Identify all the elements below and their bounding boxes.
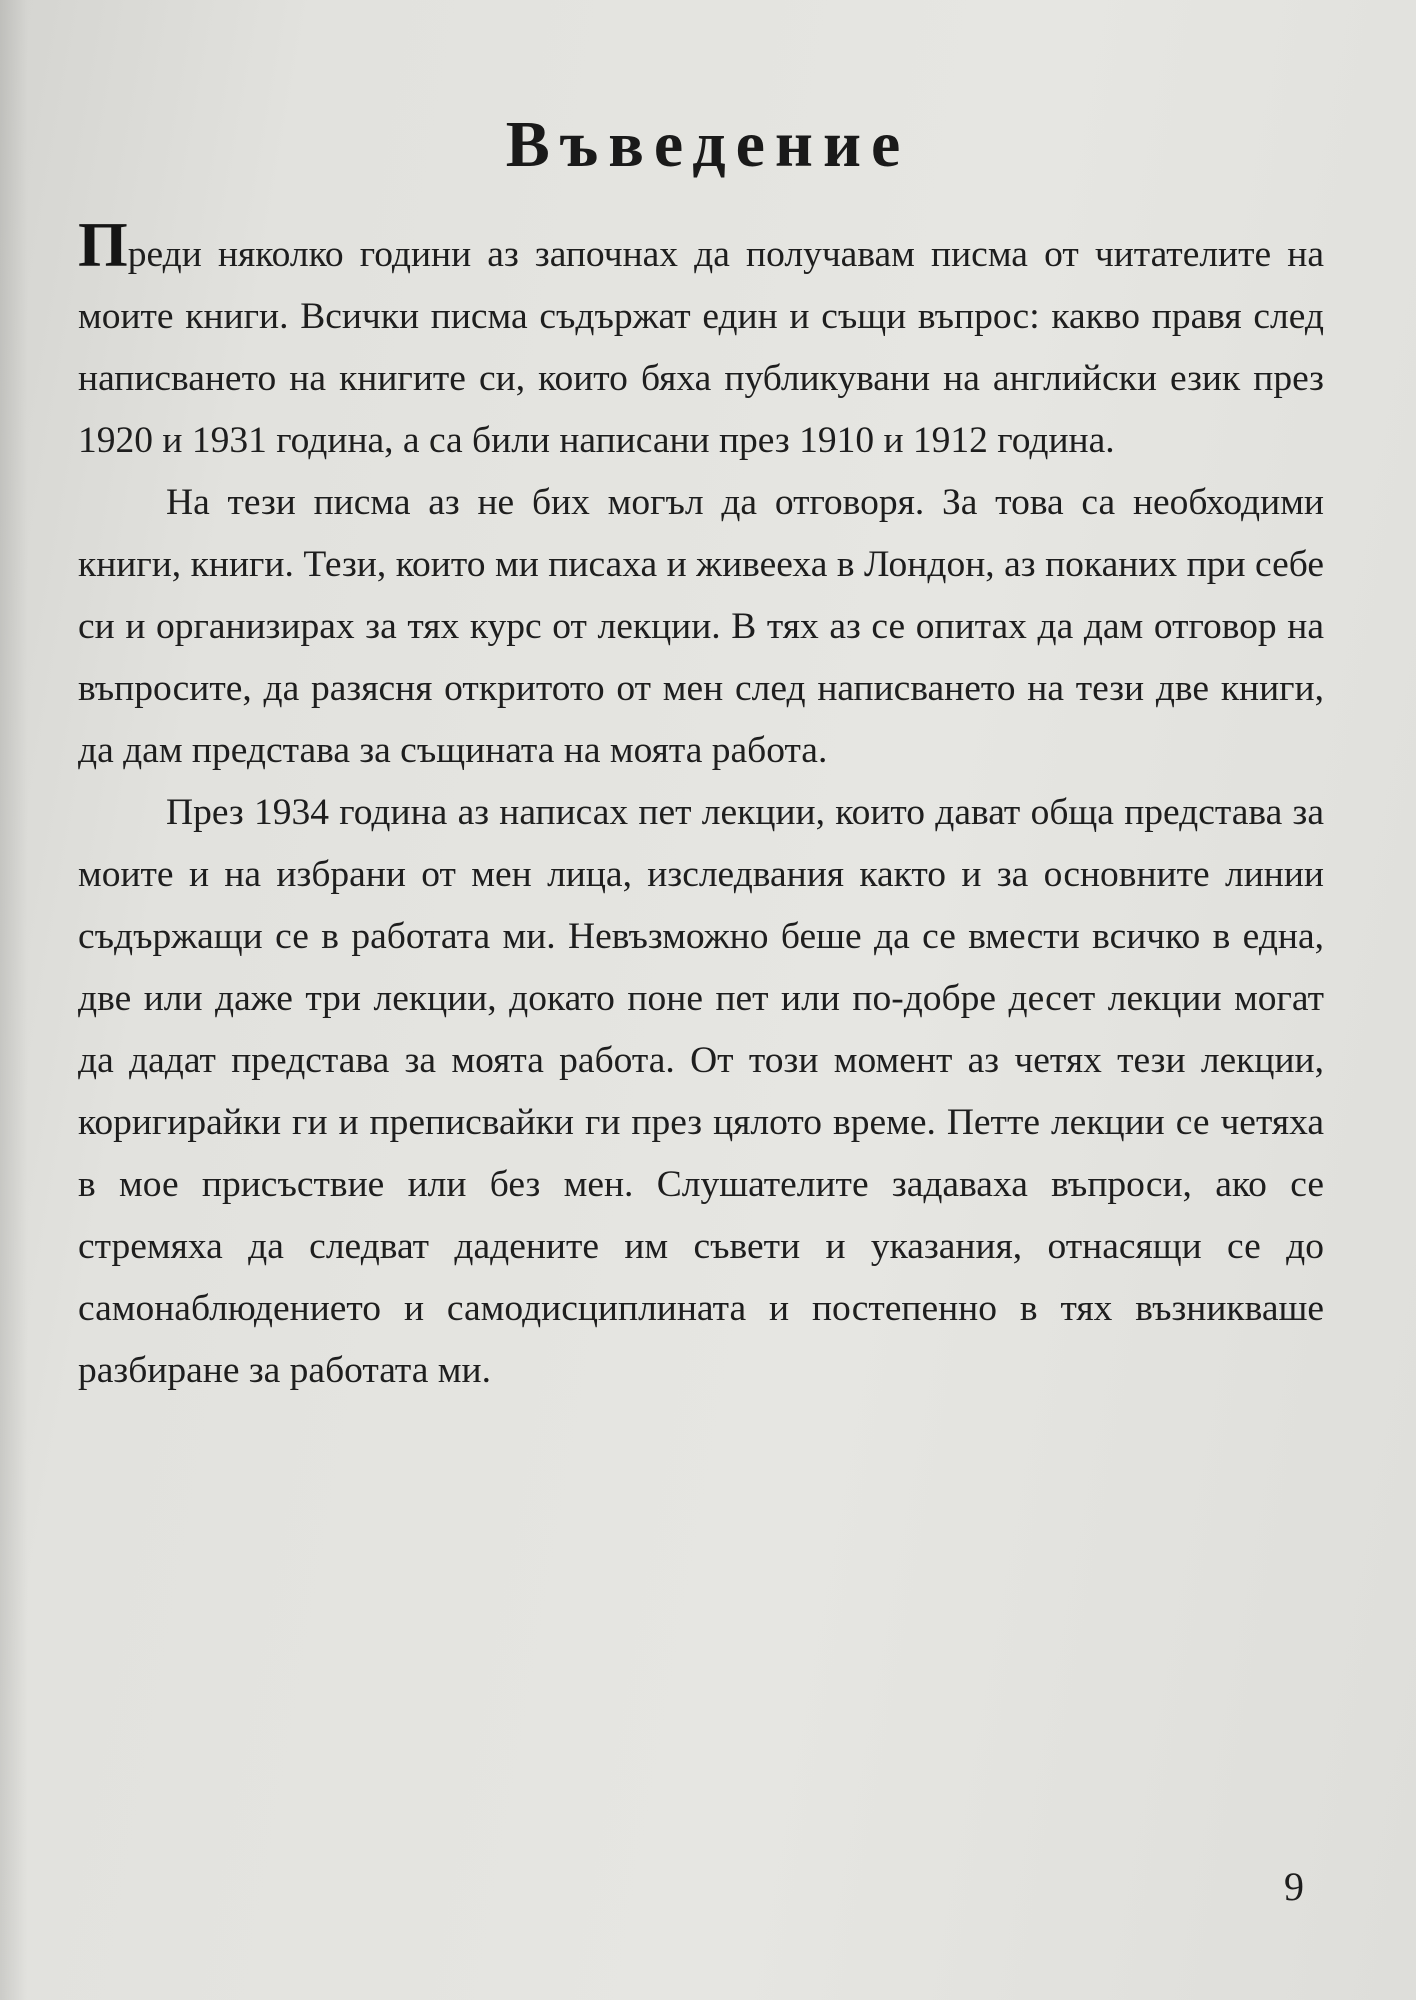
drop-cap: П xyxy=(78,209,128,280)
page-number: 9 xyxy=(1284,1864,1304,1909)
chapter-title: Въведение xyxy=(505,108,911,181)
chapter-body xyxy=(78,209,1324,1402)
paragraph-3: През 1934 година аз написах пет лекции, които дават обща представа за моите и на избрани от мен лица, изследвания както и за основните линии съдържащи се в работата ми. Невъзможно беше да се вмести всичко в една, две или даже три лекции, докато поне пет или по-добре десет лекции могат да дадат представа за моята работа. От този момент аз четях тези лекции, коригирайки ги и преписвайки ги през цялото време. Петте лекции се четяха в мое присъствие или без мен. Слушателите задаваха въпроси, ако се стремяха да следват дадените им съвети и указания, отнасящи се до самонаблюдението и самодисциплината и постепенно в тях възникваше разбиране за работата ми. xyxy=(78,792,1324,1391)
paragraph-1-text: реди няколко години аз започнах да получавам писма от читателите на моите книги. Всички писма съдържат един и същи въпрос: какво правя след написването на книгите си, които бяха публикувани на английски език през 1920 и 1931 година, а са били написани през 1910 и 1912 година. xyxy=(78,234,1324,461)
page-gutter-shadow xyxy=(0,0,28,2000)
paragraph-2: На тези писма аз не бих могъл да отговоря. За това са необходими книги, книги. Тези, които ми писаха и живееха в Лондон, аз поканих при себе си и организирах за тях курс от лекции. В тях аз се опитах да дам отговор на въпросите, да разясня откритото от мен след написването на тези две книги, да дам представа за същината на моята работа. xyxy=(78,482,1324,771)
paragraph-1 xyxy=(78,209,1324,472)
